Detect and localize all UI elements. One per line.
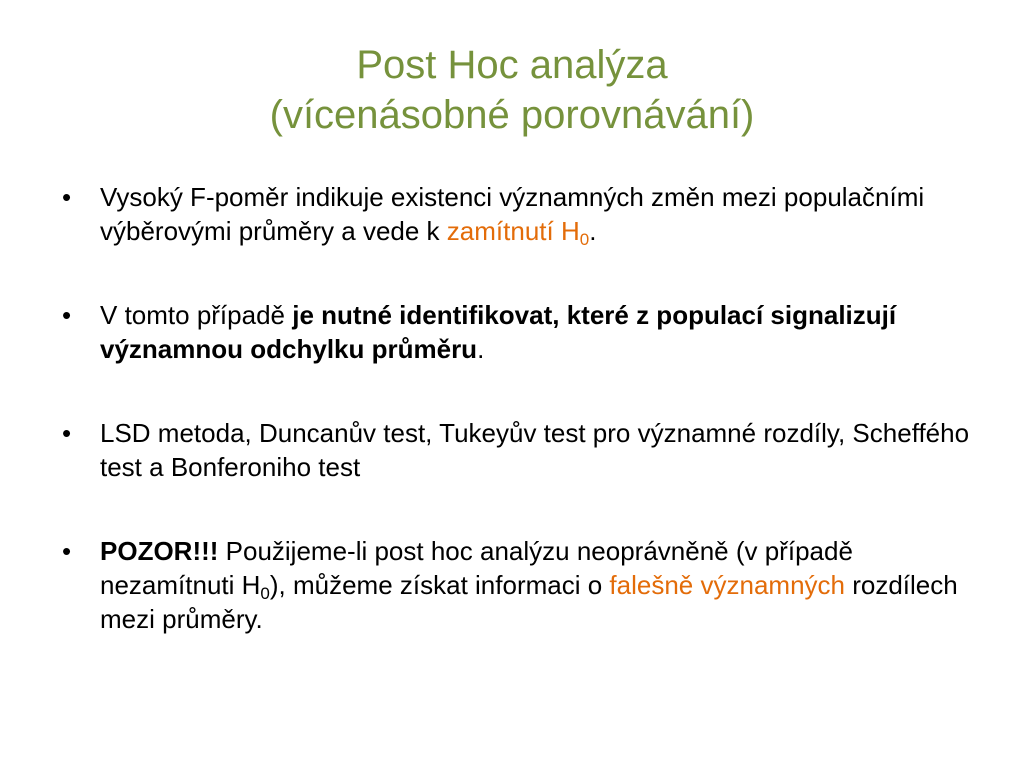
bullet-item bbox=[60, 180, 980, 248]
warning-label: POZOR!!! bbox=[100, 536, 219, 566]
subscript: 0 bbox=[260, 584, 270, 603]
bullet-item bbox=[60, 298, 980, 366]
bullet-text: LSD metoda, Duncanův test, Tukeyův test pro významné rozdíly, Schefféhо test a Bonferoniho test bbox=[100, 418, 970, 482]
bullet-dot-icon: • bbox=[62, 182, 72, 212]
slide-title bbox=[0, 40, 1024, 140]
bullet-item bbox=[60, 534, 980, 636]
bullet-dot-icon: • bbox=[62, 536, 72, 566]
highlight-main: zamítnutí H bbox=[446, 216, 580, 246]
title-line-1: Post Hoc analýza bbox=[356, 43, 668, 87]
bullet-text-end: . bbox=[477, 334, 485, 364]
bullet-text: V tomto případě bbox=[100, 300, 293, 330]
subscript: 0 bbox=[579, 230, 590, 249]
bullet-text: Vysoký F-poměr indikuje existenci významných změn mezi populačními výběrovými průměry a vede k bbox=[100, 182, 925, 246]
bullet-item bbox=[60, 416, 980, 484]
bullet-text: Použijeme-li post hoc analýzu neoprávněně (v případě nezamítnuti H bbox=[100, 536, 853, 600]
bullet-dot-icon: • bbox=[62, 418, 72, 448]
bullet-dot-icon: • bbox=[62, 300, 72, 330]
bullet-text-end: . bbox=[589, 216, 597, 246]
bullet-list bbox=[60, 180, 980, 686]
title-line-2: (vícenásobné porovnávání) bbox=[269, 93, 755, 137]
highlight-text: falešně významných bbox=[609, 570, 845, 600]
bold-text: je nutné identifikovat, které z populací signalizují významnou odchylku průměru bbox=[100, 300, 897, 364]
bullet-text-mid: ), můžeme získat informaci o bbox=[269, 570, 610, 600]
bullet-text-end: rozdílech mezi průměry. bbox=[100, 570, 958, 634]
highlight-text bbox=[446, 216, 590, 249]
